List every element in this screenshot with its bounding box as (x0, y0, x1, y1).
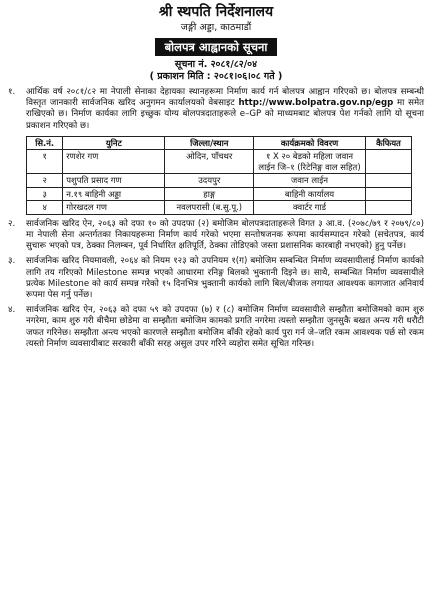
table-row (27, 201, 412, 215)
cell-district: उदयपुर (165, 174, 254, 188)
cell-description: बाहिनी कार्यालय (254, 187, 366, 201)
cell-unit: पशुपति प्रसाद गण (63, 174, 165, 188)
column-header-serial: सि.नं. (27, 136, 63, 150)
organization-location: जङ्गी अड्डा, काठमाडौं (180, 22, 252, 33)
cell-unit: न.१९ बाहिनी अड्डा (63, 187, 165, 201)
cell-remarks (365, 201, 411, 215)
paragraph-number: ३. (8, 256, 16, 267)
column-header-unit: युनिट (63, 136, 165, 150)
cell-remarks (365, 174, 411, 188)
cell-serial: ४ (27, 201, 63, 215)
cell-remarks (365, 150, 411, 174)
paragraph-1 (8, 87, 424, 132)
cell-serial: १ (27, 150, 63, 174)
cell-unit: रणशेर गण (63, 150, 165, 174)
table-header-row (27, 136, 412, 150)
notice-title: बोलपत्र आह्वानको सूचना (155, 38, 278, 56)
paragraph-4 (8, 305, 424, 350)
cell-district: नवलपरासी (ब.सु.पू.) (165, 201, 254, 215)
cell-serial: २ (27, 174, 63, 188)
paragraph-2 (8, 219, 424, 253)
unit-table (26, 136, 412, 215)
paragraph-3 (8, 256, 424, 301)
column-header-description: कार्यक्रमको विवरण (254, 136, 366, 150)
paragraph-text: सार्वजनिक खरिद नियमावली, २०६४ को नियम १२३ को उपनियम १(ग) बमोजिम सम्बन्धित निर्माण व्यवसायीलाई निर्माण कार्यको लागि तय गरिएको Milestone सम्पन्न भएको आधारमा रनिङ्ग बिलको भुक्तानी दिइने छ। साथै, सम्बन्धित निर्माण व्यवसायीले प्रत्येक Milestone को कार्य सम्पन्न गरेको १५ दिनभित्र भुक्तानी कार्यको लागि बिल/बीजक लगायत आवश्यक कागजात अनिवार्य रूपमा पेस गर्नु पर्नेछ। (26, 256, 424, 301)
paragraph-number: १. (8, 87, 16, 97)
table-row (27, 150, 412, 174)
notice-header (8, 4, 424, 83)
paragraph-text: सार्वजनिक खरिद ऐन, २०६३ को दफा १० को उपदफा (२) बमोजिम बोलपत्रदाताहरूले विगत ३ आ.व. (२०७८/७९ र २०७९/८०) मा नेपाली सेना अन्तर्गतका निकायहरूमा निर्माण कार्य गरेको भएमा सन्तोषजनक रूपमा कार्यसम्पादन गरेको (सचेतपत्र, कार्य सुचारू भएको पत्र, ठेक्का निलम्बन, पूर्व निर्धारित क्षतिपूर्ति, ठेक्का तोडिएको जस्ता प्रशासनिक कारबाही नभएको) हुनु पर्नेछ। (26, 218, 424, 252)
cell-district: ओदिन, पाँचथर (165, 150, 254, 174)
paragraph-number: २. (8, 218, 16, 229)
cell-district: हाङ्ग (165, 187, 254, 201)
table-row (27, 174, 412, 188)
cell-unit: गोरखदल गण (63, 201, 165, 215)
cell-description: क्वार्टर गार्ड (254, 201, 366, 215)
column-header-district: जिल्ला/स्थान (165, 136, 254, 150)
paragraph-text: मा समेत राखिएको छ। निर्माण कार्यका लागि इच्छुक योग्य बोलपत्रदाताहरूले e–GP को माध्यमबाट बोलपत्र पेश गर्नको लागि यो सूचना प्रकाशन गरिएको छ। (26, 98, 425, 131)
notice-number: सूचना नं. २०८१/८२/०४ (174, 59, 258, 70)
cell-serial: ३ (27, 187, 63, 201)
published-date: ( प्रकाशन मिति : २०८१।०६।०८ गते ) (149, 71, 283, 82)
cell-remarks (365, 187, 411, 201)
table-row (27, 187, 412, 201)
bolpatra-link[interactable]: http://www.bolpatra.gov.np/egp (238, 98, 394, 109)
paragraph-number: ४. (8, 305, 16, 316)
cell-description: जवान लाईन (254, 174, 366, 188)
column-header-remarks: कैफियत (365, 136, 411, 150)
organization-name: श्री स्थपति निर्देशनालय (158, 4, 274, 20)
paragraph-text: सार्वजनिक खरिद ऐन, २०६३ को दफा ५९ को उपदफा (७) र (८) बमोजिम निर्माण व्यवसायीले सम्झौता बमोजिमको काम शुरु नगरेमा, काम शुरु गरी बीचैमा छोडेमा वा सम्झौता बमोजिम कामको प्रगति नगरेमा त्यस्तो सम्झौता जुनसुकै बखत अन्त्य गरी धरौटी जफत गरिनेछ। सम्झौता अन्त्य भएको कारणले सम्झौता बमोजिम बाँकी रहेको कार्य पुरा गर्न जे–जति रकम आवश्यक पर्छ सो रकम त्यस्तो निर्माण व्यवसायीबाट सरकारी बाँकी सरह असुल उपर गरिने व्यहोरा समेत सूचित गरिन्छ। (26, 305, 424, 349)
cell-description: १ X २० बेडको महिला जवान लाईन जि–१ (रिटेनिङ्ग वाल सहित) (254, 150, 366, 174)
paragraph-text: आर्थिक वर्ष २०८१/८२ मा नेपाली सेनाका देहायका स्थानहरूमा निर्माण कार्य गर्न बोलपत्र आह्वान गरिएको छ। बोलपत्र सम्बन्धी विस्तृत जानकारी सार्वजनिक खरिद अनुगमन कार्यालयको वेबसाइट (26, 87, 424, 109)
